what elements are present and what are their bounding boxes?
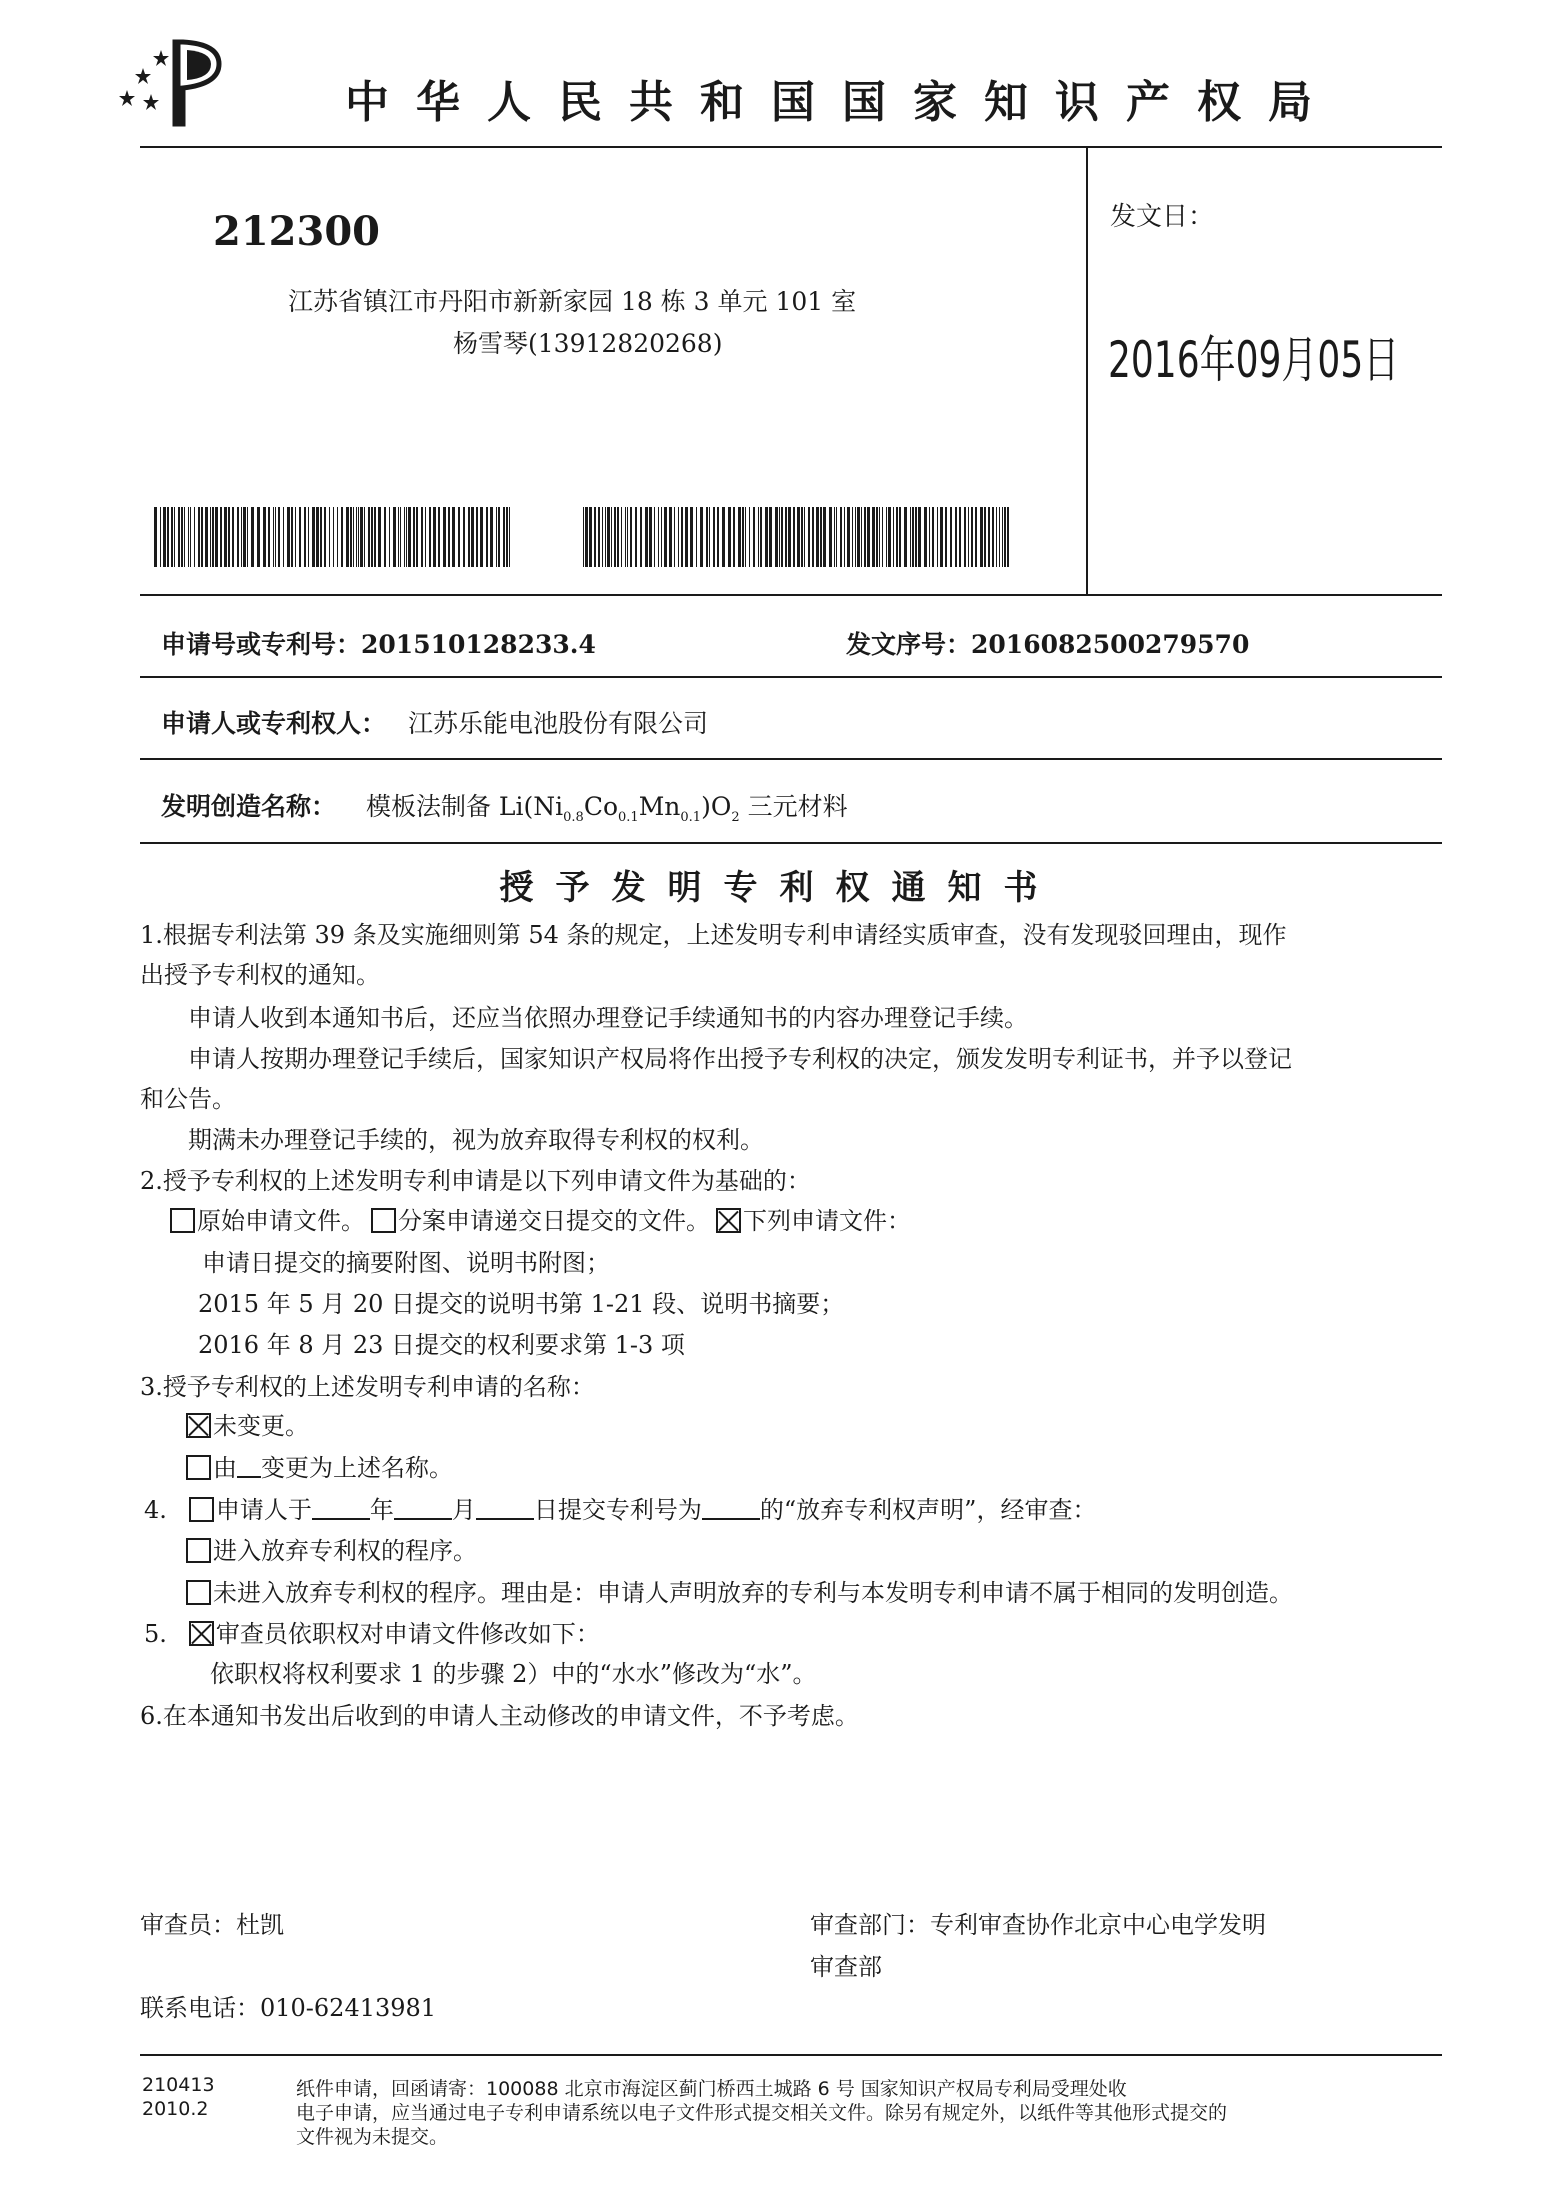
barcode-bar: [955, 507, 957, 567]
barcode-bar: [924, 507, 927, 567]
checkbox-following-docs: [716, 1208, 741, 1233]
barcode-bar: [316, 507, 319, 567]
barcode-bar: [275, 507, 276, 567]
recipient-postcode: 212300: [213, 208, 380, 255]
barcode-bar: [793, 507, 795, 567]
footer-line-3: 文件视为未提交。: [296, 2126, 449, 2148]
barcode-bar: [823, 507, 826, 567]
barcode-bar: [154, 507, 157, 567]
barcode-bar: [690, 507, 693, 567]
barcode-bar: [408, 507, 411, 567]
barcode-bar: [243, 507, 246, 567]
barcode-bar: [950, 507, 952, 567]
barcode-bar: [788, 507, 791, 567]
barcode-bar: [194, 507, 195, 567]
barcode-bar: [237, 507, 239, 567]
barcode-bar: [224, 507, 227, 567]
barcode-bar: [781, 507, 783, 567]
barcode-bar: [190, 507, 191, 567]
para-1d: 申请人按期办理登记手续后，国家知识产权局将作出授予专利权的决定，颁发发明专利证书，并予以登记: [188, 1045, 1292, 1073]
barcode-bar: [201, 507, 203, 567]
barcode-bar: [879, 507, 880, 567]
barcode-bar: [709, 507, 710, 567]
barcode-bar: [184, 507, 185, 567]
barcode-bar: [320, 507, 322, 567]
barcode-bar: [779, 507, 780, 567]
examining-dept: 审查部门：专利审查协作北京中心电学发明: [810, 1911, 1266, 1939]
barcode-bar: [374, 507, 376, 567]
checkbox-ex-officio-amendment: [189, 1621, 214, 1646]
barcode-bar: [893, 507, 894, 567]
barcode-bar: [215, 507, 218, 567]
barcode-bar: [882, 507, 883, 567]
barcode-bar: [621, 507, 622, 567]
para-3-option-1: 未变更。: [186, 1413, 309, 1438]
barcode-bar: [678, 507, 679, 567]
checkbox-original-docs: [170, 1208, 195, 1233]
barcode-bar: [413, 507, 415, 567]
barcode-bar: [480, 507, 483, 567]
form-code: 210413: [142, 2074, 215, 2096]
barcode-bar: [171, 507, 173, 567]
para-2-line-2: 2015 年 5 月 20 日提交的说明书第 1-21 段、说明书摘要；: [198, 1290, 845, 1318]
para-1e: 和公告。: [140, 1085, 236, 1113]
barcode-bar: [728, 507, 731, 567]
barcode-bar: [594, 507, 596, 567]
barcode-bar: [438, 507, 440, 567]
barcode-bar: [635, 507, 637, 567]
barcode-bar: [356, 507, 357, 567]
barcode-bar: [188, 507, 189, 567]
barcode-bar: [753, 507, 755, 567]
barcode-bar: [627, 507, 628, 567]
barcode-bar: [760, 507, 762, 567]
barcode-bar: [429, 507, 431, 567]
serial-number-label: 发文序号：: [846, 630, 972, 659]
barcode-bar: [661, 507, 662, 567]
barcode-bar: [178, 507, 180, 567]
barcode-bar: [738, 507, 741, 567]
barcode-bar: [212, 507, 214, 567]
barcode-bar: [840, 507, 842, 567]
barcode-bar: [888, 507, 891, 567]
barcode-bar: [329, 507, 330, 567]
barcode-bar: [228, 507, 230, 567]
barcode-bar: [912, 507, 914, 567]
barcode-bar: [160, 507, 161, 567]
barcode-bar: [416, 507, 418, 567]
barcode-bar: [312, 507, 315, 567]
serial-number-row: [846, 625, 1249, 661]
barcode-bar: [364, 507, 365, 567]
barcode-bar: [816, 507, 819, 567]
barcode-bar: [1002, 507, 1003, 567]
barcode-bar: [205, 507, 208, 567]
barcode-bar: [899, 507, 901, 567]
barcode-bar: [640, 507, 642, 567]
barcode-bar: [371, 507, 373, 567]
checkbox-title-unchanged: [186, 1413, 211, 1438]
barcode-bar: [353, 507, 354, 567]
barcode-bar: [855, 507, 856, 567]
notice-title: 授予发明专利权通知书: [499, 868, 1060, 908]
barcode-bar: [820, 507, 822, 567]
barcode-bar: [509, 507, 510, 567]
barcode-bar: [696, 507, 697, 567]
barcode-bar: [630, 507, 632, 567]
barcode-bar: [785, 507, 787, 567]
barcode-bar: [425, 507, 426, 567]
barcode-bar: [503, 507, 505, 567]
barcode-bar: [283, 507, 284, 567]
para-2: 2.授予专利权的上述发明专利申请是以下列申请文件为基础的：: [140, 1167, 811, 1195]
application-number-label: 申请号或专利号：: [161, 630, 362, 659]
barcode-bar: [658, 507, 659, 567]
barcode-bar: [232, 507, 234, 567]
barcode-bar: [910, 507, 911, 567]
barcode-bar: [1007, 507, 1009, 567]
blank-year: [312, 1498, 370, 1520]
recipient-name: 杨雪琴(13912820268): [453, 329, 723, 358]
footer-line-2: 电子申请，应当通过电子专利申请系统以电子文件形式提交相关文件。除另有规定外，以纸件等其他形式提交的: [296, 2102, 1228, 2124]
barcode-bar: [393, 507, 396, 567]
barcode-bar: [268, 507, 270, 567]
invention-row: [161, 787, 848, 825]
barcode-bar: [964, 507, 966, 567]
barcode-bar: [896, 507, 898, 567]
barcode-bar: [857, 507, 860, 567]
barcode-bar: [812, 507, 814, 567]
barcode-bar: [350, 507, 352, 567]
barcode-bar: [649, 507, 652, 567]
barcode-bar: [458, 507, 460, 567]
barcode-bar: [607, 507, 610, 567]
barcode-bar: [664, 507, 667, 567]
barcode-bar: [968, 507, 969, 567]
barcode-bar: [1004, 507, 1006, 567]
invention-title: 模板法制备 $Li(Ni_{0.8}Co_{0.1}Mn_{0.1})O_2$ 三元材料: [365, 792, 848, 825]
barcode-bar: [932, 507, 934, 567]
barcode-bar: [463, 507, 465, 567]
barcode-bar: [299, 507, 301, 567]
checkbox-title-changed: [186, 1455, 211, 1480]
barcode-bar: [733, 507, 735, 567]
barcode-bar: [247, 507, 248, 567]
barcode-bar: [713, 507, 715, 567]
barcode-bar: [304, 507, 306, 567]
para-2-line-3: 2016 年 8 月 23 日提交的权利要求第 1-3 项: [198, 1331, 685, 1359]
barcode-bar: [749, 507, 750, 567]
barcode-bar: [904, 507, 907, 567]
barcode-bar: [775, 507, 778, 567]
recipient-address: 江苏省镇江市丹阳市新新家园 18 栋 3 单元 101 室: [288, 287, 857, 316]
barcode-bar: [804, 507, 805, 567]
barcode-bar: [614, 507, 616, 567]
dispatch-date-label: 发文日：: [1110, 202, 1215, 232]
barcode-bar: [984, 507, 986, 567]
para-2-line-1: 申请日提交的摘要附图、说明书附图；: [202, 1249, 610, 1277]
barcode-bar: [174, 507, 175, 567]
barcode-bar: [333, 507, 334, 567]
barcode-bar: [421, 507, 423, 567]
para-6: 6.在本通知书发出后收到的申请人主动修改的申请文件，不予考虑。: [140, 1702, 859, 1730]
barcode-bar: [980, 507, 983, 567]
para-5-line-1: 依职权将权利要求 1 的步骤 2）中的“水水”修改为“水”。: [210, 1660, 817, 1688]
para-3: 3.授予专利权的上述发明专利申请的名称：: [140, 1373, 595, 1401]
checkbox-waiver-not-entered: [186, 1580, 211, 1605]
barcode-bar: [278, 507, 280, 567]
barcode-bar: [324, 507, 326, 567]
barcode-bar: [198, 507, 200, 567]
para-3-option-2: 由 变更为上述名称。: [186, 1455, 453, 1480]
barcode-bar: [872, 507, 875, 567]
barcode-bar: [929, 507, 930, 567]
barcode-bar: [486, 507, 488, 567]
para-4-option-1: 进入放弃专利权的程序。: [186, 1538, 477, 1563]
barcode-bar: [836, 507, 837, 567]
barcode-bar: [801, 507, 803, 567]
para-1c: 申请人收到本通知书后，还应当依照办理登记手续通知书的内容办理登记手续。: [188, 1004, 1028, 1032]
barcode-bar: [404, 507, 405, 567]
barcode-bar: [368, 507, 370, 567]
barcode-bar: [341, 507, 343, 567]
barcode-left: [154, 507, 510, 567]
barcode-bar: [210, 507, 211, 567]
barcode-bar: [945, 507, 947, 567]
barcode-bar: [847, 507, 850, 567]
barcode-bar: [406, 507, 407, 567]
barcode-bar: [241, 507, 242, 567]
barcode-bar: [490, 507, 493, 567]
barcode-bar: [346, 507, 349, 567]
para-1a: 1.根据专利法第 39 条及实施细则第 54 条的规定，上述发明专利申请经实质审查，没有发现驳回理由，现作: [140, 921, 1287, 949]
barcode-bar: [717, 507, 719, 567]
barcode-bar: [674, 507, 675, 567]
barcode-bar: [654, 507, 655, 567]
barcode-bar: [937, 507, 938, 567]
barcode-bar: [769, 507, 772, 567]
application-number-row: [161, 625, 596, 661]
para-4: 4. 申请人于 年 月 日提交专利号为 的“放弃专利权声明”，经审查：: [144, 1496, 1097, 1524]
para-5: 5. 审查员依职权对申请文件修改如下：: [144, 1620, 600, 1648]
barcode-bar: [685, 507, 688, 567]
barcode-bar: [496, 507, 497, 567]
dispatch-date: 2016年09月05日: [1108, 331, 1400, 389]
barcode-bar: [398, 507, 399, 567]
barcode-bar: [468, 507, 470, 567]
barcode-bar: [996, 507, 997, 567]
barcode-bar: [291, 507, 293, 567]
barcode-bar: [864, 507, 866, 567]
examiner: 审查员：杜凯: [140, 1911, 284, 1939]
barcode-bar: [337, 507, 338, 567]
barcode-bar: [797, 507, 800, 567]
checkbox-waiver-entered: [186, 1538, 211, 1563]
barcode-bar: [645, 507, 648, 567]
contact-phone: 联系电话：010-62413981: [140, 1994, 437, 2022]
barcode-bar: [583, 507, 584, 567]
examining-dept-cont: 审查部: [810, 1953, 882, 1981]
para-1f: 期满未办理登记手续的，视为放弃取得专利权的权利。: [188, 1126, 764, 1154]
barcode-bar: [506, 507, 508, 567]
barcode-bar: [808, 507, 810, 567]
barcode-bar: [722, 507, 725, 567]
barcode-bar: [625, 507, 626, 567]
barcode-bar: [959, 507, 961, 567]
blank-day: [476, 1498, 534, 1520]
applicant-name: 江苏乐能电池股份有限公司: [407, 709, 708, 738]
barcode-bar: [940, 507, 943, 567]
sipo-emblem-icon: [113, 38, 233, 128]
barcode-bar: [999, 507, 1000, 567]
barcode-bar: [308, 507, 309, 567]
para-1b: 出授予专利权的通知。: [140, 961, 380, 989]
barcode-bar: [765, 507, 768, 567]
barcode-bar: [360, 507, 363, 567]
barcode-bar: [452, 507, 455, 567]
para-2-options: 原始申请文件。 分案申请递交日提交的文件。 下列申请文件：: [170, 1208, 911, 1233]
barcode-bar: [400, 507, 401, 567]
barcode-right: [583, 507, 1009, 567]
barcode-bar: [389, 507, 390, 567]
barcode-bar: [605, 507, 606, 567]
barcode-bar: [251, 507, 254, 567]
barcode-bar: [598, 507, 600, 567]
barcode-bar: [471, 507, 474, 567]
barcode-bar: [745, 507, 746, 567]
blank-month: [394, 1498, 452, 1520]
application-number: 201510128233.4: [361, 630, 596, 659]
barcode-bar: [287, 507, 290, 567]
barcode-bar: [273, 507, 274, 567]
barcode-bar: [861, 507, 862, 567]
barcode-bar: [585, 507, 588, 567]
barcode-bar: [975, 507, 977, 567]
barcode-bar: [834, 507, 835, 567]
barcode-bar: [829, 507, 832, 567]
barcode-bar: [844, 507, 845, 567]
checkbox-divisional-docs: [371, 1208, 396, 1233]
barcode-bar: [758, 507, 759, 567]
barcode-bar: [886, 507, 887, 567]
barcode-bar: [876, 507, 878, 567]
barcode-bar: [988, 507, 990, 567]
barcode-bar: [448, 507, 450, 567]
applicant-label: 申请人或专利权人：: [161, 709, 387, 738]
barcode-bar: [433, 507, 436, 567]
barcode-bar: [867, 507, 870, 567]
barcode-bar: [700, 507, 703, 567]
serial-number: 2016082500279570: [971, 630, 1250, 659]
footer-line-1: 纸件申请，回函请寄：100088 北京市海淀区蓟门桥西土城路 6 号 国家知识产权局专利局受理处收: [296, 2078, 1127, 2100]
barcode-bar: [915, 507, 917, 567]
barcode-bar: [992, 507, 994, 567]
applicant-row: [161, 704, 708, 740]
barcode-bar: [263, 507, 266, 567]
barcode-bar: [918, 507, 921, 567]
barcode-bar: [611, 507, 612, 567]
barcode-bar: [669, 507, 672, 567]
barcode-bar: [589, 507, 592, 567]
barcode-bar: [742, 507, 744, 567]
barcode-bar: [706, 507, 708, 567]
barcode-bar: [295, 507, 296, 567]
agency-name: 中华人民共和国国家知识产权局: [345, 77, 1339, 128]
barcode-bar: [617, 507, 619, 567]
barcode-bar: [384, 507, 386, 567]
barcode-bar: [257, 507, 260, 567]
blank-patent-number: [702, 1498, 760, 1520]
blank-old-title: [237, 1456, 261, 1478]
barcode-bar: [498, 507, 500, 567]
barcode-bar: [443, 507, 446, 567]
barcode-bar: [681, 507, 683, 567]
barcode-bar: [852, 507, 853, 567]
barcode-bar: [220, 507, 222, 567]
para-4-option-2: 未进入放弃专利权的程序。理由是：申请人声明放弃的专利与本发明专利申请不属于相同的发明创造。: [186, 1580, 1293, 1605]
barcode-bar: [167, 507, 169, 567]
barcode-bar: [181, 507, 183, 567]
barcode-bar: [163, 507, 166, 567]
barcode-bar: [971, 507, 973, 567]
invention-label: 发明创造名称：: [161, 792, 337, 821]
form-version: 2010.2: [142, 2098, 209, 2120]
barcode-bar: [358, 507, 359, 567]
barcode-bar: [476, 507, 478, 567]
barcode-bar: [378, 507, 381, 567]
barcode-bar: [602, 507, 603, 567]
checkbox-waiver: [189, 1497, 214, 1522]
